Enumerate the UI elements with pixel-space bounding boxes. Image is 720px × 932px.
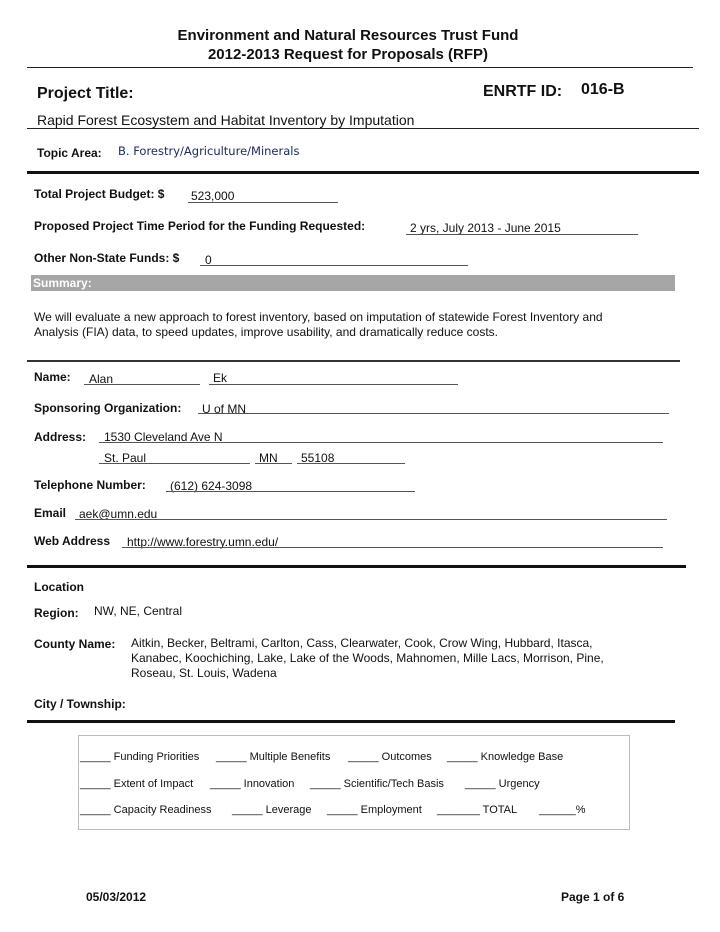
document-subtitle: 2012-2013 Request for Proposals (RFP): [207, 46, 489, 63]
footer-date: 05/03/2012: [86, 890, 147, 904]
score-outcomes: _____ Outcomes: [348, 751, 432, 763]
time-period-label: Proposed Project Time Period for the Funding Requested:: [34, 219, 366, 233]
sponsoring-org-value: U of MN: [202, 402, 247, 416]
section-divider-2: [27, 565, 686, 568]
score-funding-priorities: _____ Funding Priorities: [80, 751, 200, 763]
score-extent-of-impact: _____ Extent of Impact: [80, 778, 194, 790]
email-label: Email: [34, 506, 67, 520]
non-state-funds-underline: [200, 265, 468, 266]
non-state-funds-label: Other Non-State Funds: $: [34, 251, 180, 265]
first-name-value: Alan: [89, 372, 114, 386]
street-value: 1530 Cleveland Ave N: [104, 430, 223, 444]
enrtf-id-value: 016-B: [581, 81, 625, 98]
street-underline: [99, 442, 663, 443]
location-heading: Location: [34, 580, 84, 594]
telephone-label: Telephone Number:: [34, 478, 146, 492]
project-title-value: Rapid Forest Ecosystem and Habitat Inventory by Imputation: [37, 112, 415, 128]
score-percent: ______%: [539, 804, 586, 816]
total-budget-underline: [188, 202, 338, 203]
summary-bar: [31, 275, 675, 291]
summary-line-2: Analysis (FIA) data, to speed updates, improve usability, and dramatically reduce costs.: [34, 325, 498, 339]
score-capacity-readiness: _____ Capacity Readiness: [80, 804, 212, 816]
project-title-rule: [27, 128, 699, 129]
county-line-2: Kanabec, Koochiching, Lake, Lake of the Woods, Mahnomen, Mille Lacs, Morrison, Pine,: [131, 651, 604, 665]
non-state-funds-value: 0: [205, 253, 212, 267]
score-leverage: _____ Leverage: [232, 804, 312, 816]
telephone-value: (612) 624-3098: [170, 479, 253, 493]
project-title-label: Project Title:: [37, 85, 134, 102]
city-underline: [99, 463, 250, 464]
telephone-underline: [166, 491, 415, 492]
summary-line-1: We will evaluate a new approach to forest inventory, based on imputation of statewide Forest Inventory and: [34, 310, 603, 324]
state-underline: [255, 463, 292, 464]
score-employment: _____ Employment: [327, 804, 422, 816]
sponsoring-org-label: Sponsoring Organization:: [34, 401, 182, 415]
topic-area-value: B. Forestry/Agriculture/Minerals: [118, 144, 300, 158]
enrtf-id-label: ENRTF ID:: [483, 83, 563, 100]
summary-rule: [27, 360, 680, 362]
time-period-underline: [406, 234, 638, 235]
score-scientific-tech-basis: _____ Scientific/Tech Basis: [310, 778, 444, 790]
document-title: Environment and Natural Resources Trust Fund: [177, 27, 519, 44]
email-underline: [75, 519, 667, 520]
address-label: Address:: [34, 430, 87, 444]
score-total: _______ TOTAL: [437, 804, 518, 816]
city-township-label: City / Township:: [34, 697, 126, 711]
score-innovation: _____ Innovation: [210, 778, 295, 790]
score-knowledge-base: _____ Knowledge Base: [447, 751, 564, 763]
county-line-1: Aitkin, Becker, Beltrami, Carlton, Cass, Clearwater, Cook, Crow Wing, Hubbard, Itasca,: [131, 636, 593, 650]
county-line-3: Roseau, St. Louis, Wadena: [131, 666, 277, 680]
zip-underline: [297, 463, 405, 464]
total-budget-label: Total Project Budget: $: [34, 187, 165, 201]
footer-page-number: Page 1 of 6: [561, 890, 625, 904]
region-value: NW, NE, Central: [94, 604, 183, 618]
topic-area-label: Topic Area:: [37, 146, 102, 160]
total-budget-value: 523,000: [191, 189, 235, 203]
first-name-underline: [84, 384, 200, 385]
score-multiple-benefits: _____ Multiple Benefits: [216, 751, 331, 763]
time-period-value: 2 yrs, July 2013 - June 2015: [410, 221, 561, 235]
sponsoring-org-underline: [198, 413, 669, 414]
summary-label: Summary:: [33, 276, 92, 290]
city-value: St. Paul: [104, 451, 147, 465]
last-name-underline: [209, 384, 458, 385]
web-address-value: http://www.forestry.umn.edu/: [127, 535, 279, 549]
web-address-label: Web Address: [34, 534, 111, 548]
web-address-underline: [122, 547, 663, 548]
section-divider-1: [27, 171, 699, 174]
last-name-value: Ek: [213, 371, 228, 385]
county-name-label: County Name:: [34, 637, 116, 651]
email-value: aek@umn.edu: [79, 507, 158, 521]
header-rule: [27, 67, 693, 68]
state-value: MN: [259, 451, 278, 465]
name-label: Name:: [34, 370, 71, 384]
zip-value: 55108: [301, 451, 335, 465]
score-urgency: _____ Urgency: [465, 778, 540, 790]
section-divider-3: [27, 720, 675, 723]
region-label: Region:: [34, 606, 79, 620]
